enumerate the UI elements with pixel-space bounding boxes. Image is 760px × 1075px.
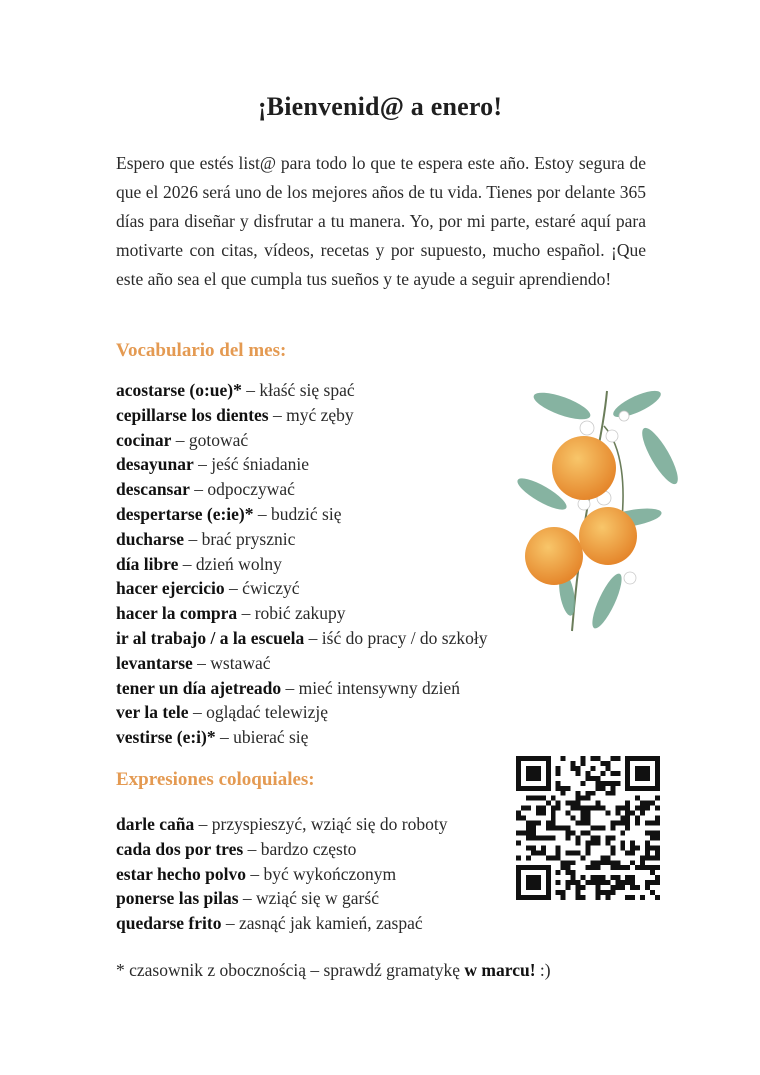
vocab-term: ir al trabajo / a la escuela bbox=[116, 627, 305, 648]
vocab-term: ducharse bbox=[116, 528, 185, 549]
vocab-item bbox=[116, 601, 488, 626]
vocab-separator: – bbox=[178, 553, 196, 574]
vocab-translation: dzień wolny bbox=[195, 553, 282, 574]
expression-term: ponerse las pilas bbox=[116, 888, 239, 909]
expression-separator: – bbox=[243, 838, 261, 859]
expression-term: darle caña bbox=[116, 814, 195, 834]
vocab-translation: myć zęby bbox=[286, 404, 354, 425]
vocab-translation: jeść śniadanie bbox=[211, 454, 309, 475]
footnote-tail: :) bbox=[535, 960, 551, 980]
qr-code-icon[interactable] bbox=[516, 756, 660, 900]
page-title: ¡Bienvenid@ a enero! bbox=[257, 92, 503, 121]
expression-separator: – bbox=[245, 863, 264, 884]
expression-term: cada dos por tres bbox=[116, 838, 244, 859]
vocab-term: ver la tele bbox=[116, 702, 189, 723]
vocab-translation: kłaść się spać bbox=[259, 380, 355, 400]
vocab-term: hacer ejercicio bbox=[116, 578, 225, 599]
expression-term: quedarse frito bbox=[116, 913, 222, 934]
vocab-item bbox=[116, 378, 488, 403]
vocab-term: vestirse (e:i)* bbox=[116, 727, 216, 748]
vocab-item bbox=[116, 502, 488, 527]
vocab-translation: ubierać się bbox=[233, 727, 309, 748]
expression-separator: – bbox=[221, 913, 239, 934]
expression-translation: bardzo często bbox=[260, 838, 357, 859]
vocab-translation: brać prysznic bbox=[201, 528, 296, 549]
footnote-text: * czasownik z obocznością – sprawdź gramatykę bbox=[116, 960, 465, 980]
expression-separator: – bbox=[238, 888, 257, 909]
vocab-separator: – bbox=[281, 677, 299, 698]
vocab-separator: – bbox=[224, 578, 243, 599]
intro-paragraph: Espero que estés list@ para todo lo que te espera este año. Estoy segura de que el 2026 será uno de los mejores años de tu vida. Tienes por delante 365 días para diseñar y disfrutar a tu manera. Yo, por mi parte, estaré aquí para motivarte con citas, vídeos, recetas y por supuesto, mucho español. ¡Que este año sea el que cumpla tus sueños y te ayude a seguir aprendiendo! bbox=[116, 153, 646, 289]
vocab-term: desayunar bbox=[116, 454, 194, 475]
expressions-heading: Expresiones coloquiales: bbox=[116, 769, 315, 790]
vocab-translation: oglądać telewizję bbox=[206, 702, 329, 723]
vocab-separator: – bbox=[253, 503, 272, 524]
vocab-term: cepillarse los dientes bbox=[116, 404, 269, 425]
vocab-item bbox=[116, 576, 488, 601]
vocab-separator: – bbox=[189, 479, 208, 500]
vocab-translation: mieć intensywny dzień bbox=[298, 677, 460, 698]
vocab-term: día libre bbox=[116, 553, 179, 574]
vocab-item bbox=[116, 477, 488, 502]
vocab-term: levantarse bbox=[116, 652, 193, 673]
vocab-term: despertarse (e:ie)* bbox=[116, 503, 254, 524]
expressions-list bbox=[116, 812, 447, 936]
vocab-item bbox=[116, 403, 488, 428]
vocab-term: cocinar bbox=[116, 429, 172, 450]
vocabulary-list bbox=[116, 378, 488, 750]
vocab-separator: – bbox=[192, 652, 211, 673]
vocab-item bbox=[116, 552, 488, 577]
vocab-translation: gotować bbox=[188, 429, 249, 450]
vocab-separator: – bbox=[304, 627, 322, 648]
vocab-separator: – bbox=[184, 528, 202, 549]
vocab-term: hacer la compra bbox=[116, 603, 238, 624]
vocab-separator: – bbox=[268, 404, 287, 425]
vocab-term: descansar bbox=[116, 479, 190, 500]
vocabulary-heading: Vocabulario del mes: bbox=[116, 340, 287, 361]
footnote-bold: w marcu! bbox=[464, 960, 536, 980]
expression-term: estar hecho polvo bbox=[116, 863, 246, 884]
expression-item bbox=[116, 862, 447, 887]
vocab-item bbox=[116, 676, 488, 701]
vocab-separator: – bbox=[237, 603, 255, 624]
vocab-translation: wstawać bbox=[210, 652, 271, 673]
vocab-item bbox=[116, 700, 488, 725]
footnote bbox=[116, 960, 551, 981]
vocab-item bbox=[116, 725, 488, 750]
vocab-translation: robić zakupy bbox=[254, 603, 346, 624]
expression-translation: być wykończonym bbox=[263, 863, 397, 884]
vocab-translation: budzić się bbox=[271, 503, 342, 524]
expression-separator: – bbox=[194, 814, 212, 834]
expression-item bbox=[116, 812, 447, 837]
vocab-term: acostarse (o:ue)* bbox=[116, 380, 242, 400]
vocab-separator: – bbox=[241, 380, 260, 400]
vocab-separator: – bbox=[171, 429, 189, 450]
vocab-item bbox=[116, 626, 488, 651]
expression-translation: zasnąć jak kamień, zaspać bbox=[238, 913, 423, 934]
vocab-translation: ćwiczyć bbox=[242, 578, 300, 599]
expression-item bbox=[116, 886, 447, 911]
vocab-translation: odpoczywać bbox=[207, 479, 295, 500]
vocab-item bbox=[116, 527, 488, 552]
vocab-item bbox=[116, 651, 488, 676]
vocab-term: tener un día ajetreado bbox=[116, 677, 282, 698]
vocab-translation: iść do pracy / do szkoły bbox=[321, 627, 488, 648]
expression-item bbox=[116, 837, 447, 862]
orange-branch-illustration bbox=[512, 386, 692, 641]
expression-item bbox=[116, 911, 447, 936]
vocab-item bbox=[116, 428, 488, 453]
vocab-item bbox=[116, 452, 488, 477]
expression-translation: wziąć się w garść bbox=[256, 888, 379, 909]
vocab-separator: – bbox=[188, 702, 207, 723]
expression-translation: przyspieszyć, wziąć się do roboty bbox=[211, 814, 448, 834]
vocab-separator: – bbox=[215, 727, 234, 748]
vocab-separator: – bbox=[193, 454, 212, 475]
